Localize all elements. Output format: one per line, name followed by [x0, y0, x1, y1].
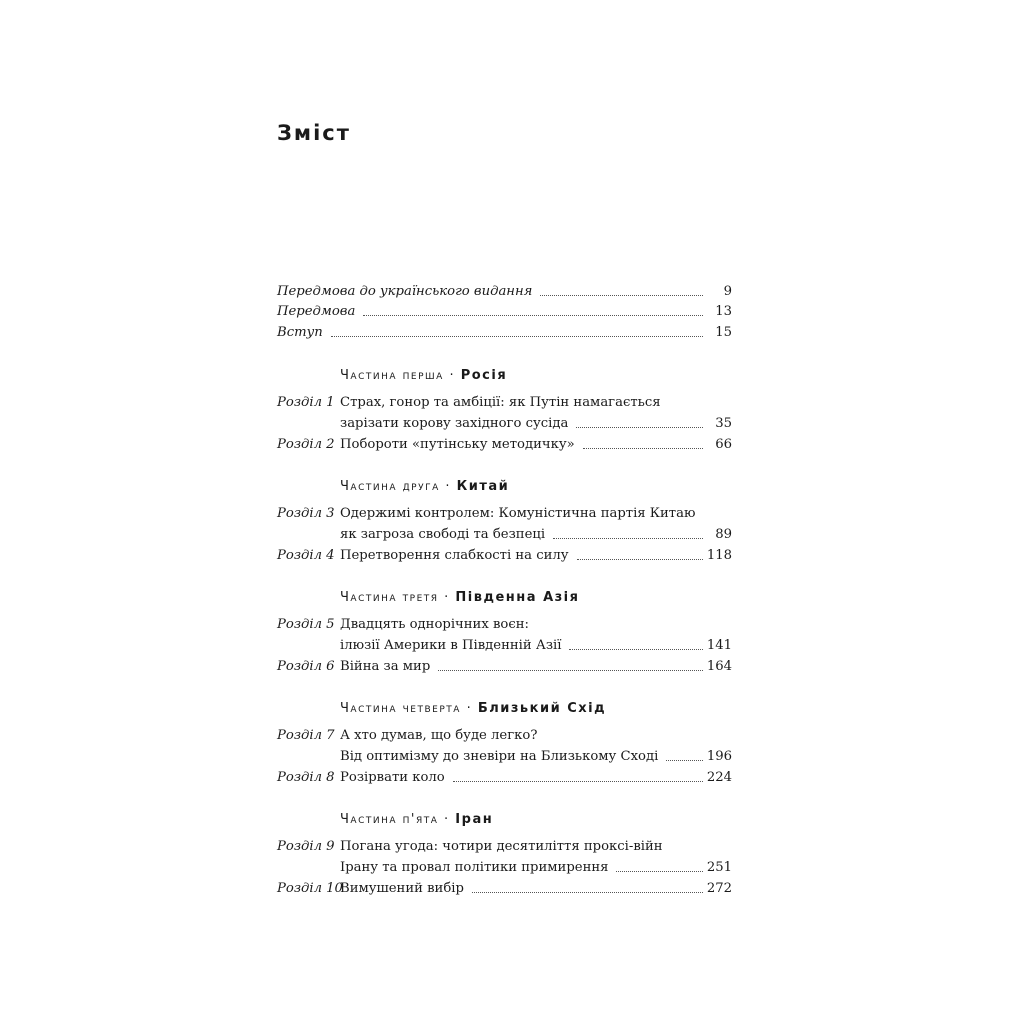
part-heading	[340, 590, 579, 610]
page-number: 118	[706, 548, 732, 563]
leader-dots	[363, 315, 703, 316]
chapter-entry	[277, 436, 733, 454]
chapter-title: Двадцять однорічних воєн:	[340, 617, 529, 632]
chapter-entry	[277, 769, 733, 787]
part-name: Південна Азія	[455, 590, 580, 605]
part-separator: ·	[443, 368, 461, 383]
entry-title: Передмова	[277, 304, 356, 319]
page-number: 89	[715, 527, 732, 542]
entry-title: Вступ	[277, 325, 323, 340]
page-number: 141	[706, 638, 732, 653]
page-number: 251	[706, 860, 732, 875]
part-separator: ·	[438, 812, 456, 827]
front-matter-entry	[277, 303, 733, 321]
part-heading	[340, 368, 507, 388]
entry-title: Передмова до українського видання	[277, 284, 533, 299]
front-matter-entry	[277, 324, 733, 342]
page-number: 66	[715, 437, 732, 452]
chapter-title: зарізати корову західного сусіда	[340, 416, 569, 431]
chapter-entry	[277, 547, 733, 565]
leader-dots	[616, 871, 703, 872]
part-name: Росія	[460, 368, 508, 383]
chapter-label: Розділ 8	[277, 770, 335, 785]
chapter-title: Війна за мир	[340, 659, 431, 674]
page-number: 196	[706, 749, 732, 764]
part-heading	[340, 701, 606, 721]
part-label: Частина перша	[340, 368, 444, 383]
chapter-label: Розділ 4	[277, 548, 335, 563]
part-label: Частина п'ята	[340, 812, 439, 827]
leader-dots	[472, 892, 703, 893]
page-number: 13	[715, 304, 732, 319]
part-name: Китай	[456, 479, 510, 494]
chapter-entry-continued	[277, 415, 733, 433]
page-number: 15	[715, 325, 732, 340]
part-separator: ·	[460, 701, 478, 716]
chapter-title: Страх, гонор та амбіції: як Путін намагається	[340, 395, 661, 410]
leader-dots	[331, 336, 703, 337]
chapter-entry	[277, 727, 733, 745]
chapter-title: Вимушений вибір	[340, 881, 464, 896]
chapter-title: Побороти «путінську методичку»	[340, 437, 575, 452]
chapter-entry	[277, 838, 733, 856]
page-number: 272	[706, 881, 732, 896]
chapter-title: Розірвати коло	[340, 770, 445, 785]
part-label: Частина друга	[340, 479, 440, 494]
part-name: Близький Схід	[477, 701, 607, 716]
chapter-entry	[277, 880, 733, 898]
chapter-title: Від оптимізму до зневіри на Близькому Сході	[340, 749, 659, 764]
leader-dots	[540, 295, 703, 296]
chapter-label: Розділ 6	[277, 659, 335, 674]
part-label: Частина третя	[340, 590, 439, 605]
chapter-label: Розділ 7	[277, 728, 335, 743]
leader-dots	[438, 670, 703, 671]
chapter-label: Розділ 2	[277, 437, 335, 452]
page-number: 9	[723, 284, 732, 299]
part-label: Частина четверта	[340, 701, 461, 716]
chapter-entry-continued	[277, 859, 733, 877]
chapter-entry	[277, 394, 733, 412]
page-number: 164	[706, 659, 732, 674]
chapter-title: Перетворення слабкості на силу	[340, 548, 569, 563]
chapter-entry	[277, 658, 733, 676]
part-heading	[340, 812, 493, 832]
chapter-entry-continued	[277, 748, 733, 766]
chapter-label: Розділ 10	[277, 881, 343, 896]
chapter-title: як загроза свободі та безпеці	[340, 527, 546, 542]
page-number: 35	[715, 416, 732, 431]
chapter-label: Розділ 9	[277, 839, 335, 854]
chapter-entry	[277, 505, 733, 523]
chapter-title: Погана угода: чотири десятиліття проксі-війн	[340, 839, 663, 854]
page-number: 224	[706, 770, 732, 785]
leader-dots	[576, 427, 703, 428]
leader-dots	[553, 538, 703, 539]
leader-dots	[577, 559, 703, 560]
chapter-label: Розділ 1	[277, 395, 335, 410]
front-matter-entry	[277, 283, 733, 301]
chapter-title: Ірану та провал політики примирення	[340, 860, 609, 875]
leader-dots	[666, 760, 703, 761]
part-separator: ·	[439, 479, 457, 494]
page-title: Зміст	[277, 121, 351, 145]
part-name: Іран	[455, 812, 494, 827]
chapter-title: ілюзії Америки в Південній Азії	[340, 638, 562, 653]
chapter-label: Розділ 5	[277, 617, 335, 632]
leader-dots	[569, 649, 703, 650]
chapter-label: Розділ 3	[277, 506, 335, 521]
leader-dots	[583, 448, 703, 449]
chapter-title: Одержимі контролем: Комуністична партія Китаю	[340, 506, 696, 521]
chapter-entry	[277, 616, 733, 634]
chapter-title: А хто думав, що буде легко?	[340, 728, 538, 743]
leader-dots	[453, 781, 703, 782]
part-separator: ·	[438, 590, 456, 605]
chapter-entry-continued	[277, 526, 733, 544]
chapter-entry-continued	[277, 637, 733, 655]
part-heading	[340, 479, 509, 499]
